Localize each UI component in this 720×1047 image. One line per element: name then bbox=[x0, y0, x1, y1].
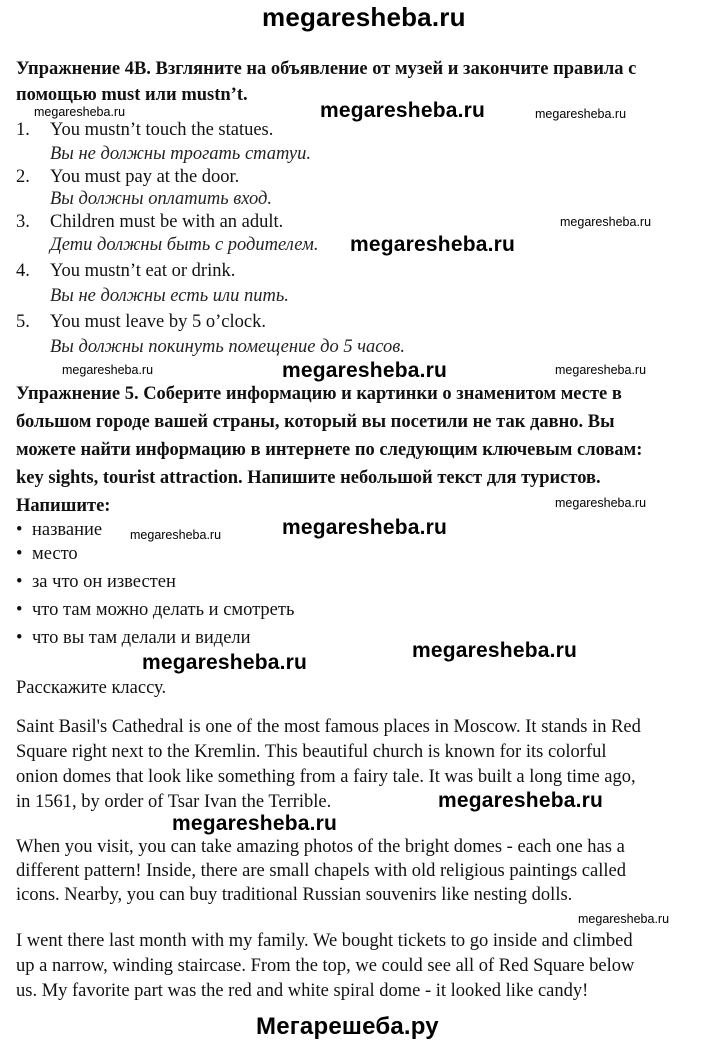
item-english: You must pay at the door. bbox=[50, 167, 240, 187]
title-line: можете найти информацию в интернете по следующим ключевым словам: bbox=[16, 440, 643, 460]
text-line: different pattern! Inside, there are small chapels with old religious paintings called bbox=[16, 861, 626, 881]
watermark: megaresheba.ru bbox=[62, 363, 154, 377]
text-line: in 1561, by order of Tsar Ivan the Terrible. bbox=[16, 792, 332, 812]
item-number: 4. bbox=[16, 261, 30, 281]
bullet-text: что вы там делали и видели bbox=[32, 628, 251, 648]
title-line: помощью must или mustn’t. bbox=[16, 85, 248, 105]
bullet-icon: • bbox=[16, 520, 23, 540]
item-english: Children must be with an adult. bbox=[50, 212, 284, 232]
footer-watermark: Мегарешеба.ру bbox=[256, 1013, 439, 1040]
title-line: Напишите: bbox=[16, 496, 111, 516]
text-line: Square right next to the Kremlin. This beautiful church is known for its colorful bbox=[16, 742, 607, 762]
bullet-icon: • bbox=[16, 600, 23, 620]
text-line: onion domes that look like something from a fairy tale. It was built a long time ago, bbox=[16, 767, 636, 787]
watermark: megaresheba.ru bbox=[34, 105, 126, 119]
item-english: You mustn’t eat or drink. bbox=[50, 261, 236, 281]
bullet-text: название bbox=[32, 520, 103, 540]
bullet-text: место bbox=[32, 544, 78, 564]
watermark: megaresheba.ru bbox=[560, 215, 652, 229]
text-line: I went there last month with my family. We bought tickets to go inside and climbed bbox=[16, 931, 633, 951]
item-english: You mustn’t touch the statues. bbox=[50, 120, 274, 140]
watermark: megaresheba.ru bbox=[172, 812, 338, 835]
bullet-icon: • bbox=[16, 572, 23, 592]
bullet-text: за что он известен bbox=[32, 572, 176, 592]
text-line: icons. Nearby, you can buy traditional Russian souvenirs like nesting dolls. bbox=[16, 885, 573, 905]
text-line: us. My favorite part was the red and white spiral dome - it looked like candy! bbox=[16, 981, 589, 1001]
bullet-text: что там можно делать и смотреть bbox=[32, 600, 295, 620]
watermark: megaresheba.ru bbox=[282, 359, 448, 382]
item-number: 1. bbox=[16, 120, 30, 140]
header-watermark: megaresheba.ru bbox=[262, 2, 466, 32]
item-number: 5. bbox=[16, 312, 30, 332]
item-number: 3. bbox=[16, 212, 30, 232]
text-line: up a narrow, winding staircase. From the top, we could see all of Red Square below bbox=[16, 956, 635, 976]
watermark: megaresheba.ru bbox=[320, 99, 486, 122]
text-line: When you visit, you can take amazing photos of the bright domes - each one has a bbox=[16, 837, 625, 857]
item-russian: Вы не должны трогать статуи. bbox=[50, 144, 311, 164]
watermark: megaresheba.ru bbox=[130, 528, 222, 542]
watermark: megaresheba.ru bbox=[555, 496, 647, 510]
watermark: megaresheba.ru bbox=[282, 516, 448, 539]
tell-class-text: Расскажите классу. bbox=[16, 678, 167, 698]
item-russian: Вы не должны есть или пить. bbox=[50, 286, 289, 306]
bullet-icon: • bbox=[16, 544, 23, 564]
watermark: megaresheba.ru bbox=[555, 363, 647, 377]
item-russian: Вы должны покинуть помещение до 5 часов. bbox=[50, 337, 405, 357]
watermark: megaresheba.ru bbox=[578, 912, 670, 926]
title-line: большом городе вашей страны, который вы посетили не так давно. Вы bbox=[16, 412, 615, 432]
title-line: Упражнение 4B. Взгляните на объявление от музей и закончите правила с bbox=[16, 59, 637, 79]
item-russian: Дети должны быть с родителем. bbox=[50, 235, 319, 255]
watermark: megaresheba.ru bbox=[535, 107, 627, 121]
item-russian: Вы должны оплатить вход. bbox=[50, 189, 273, 209]
watermark: megaresheba.ru bbox=[438, 789, 604, 812]
item-number: 2. bbox=[16, 167, 30, 187]
title-line: Упражнение 5. Соберите информацию и картинки о знаменитом месте в bbox=[16, 384, 622, 404]
watermark: megaresheba.ru bbox=[412, 639, 578, 662]
watermark: megaresheba.ru bbox=[350, 233, 516, 256]
bullet-icon: • bbox=[16, 628, 23, 648]
text-line: Saint Basil's Cathedral is one of the most famous places in Moscow. It stands in Red bbox=[16, 717, 641, 737]
watermark: megaresheba.ru bbox=[142, 651, 308, 674]
title-line: key sights, tourist attraction. Напишите небольшой текст для туристов. bbox=[16, 468, 601, 488]
item-english: You must leave by 5 o’clock. bbox=[50, 312, 266, 332]
